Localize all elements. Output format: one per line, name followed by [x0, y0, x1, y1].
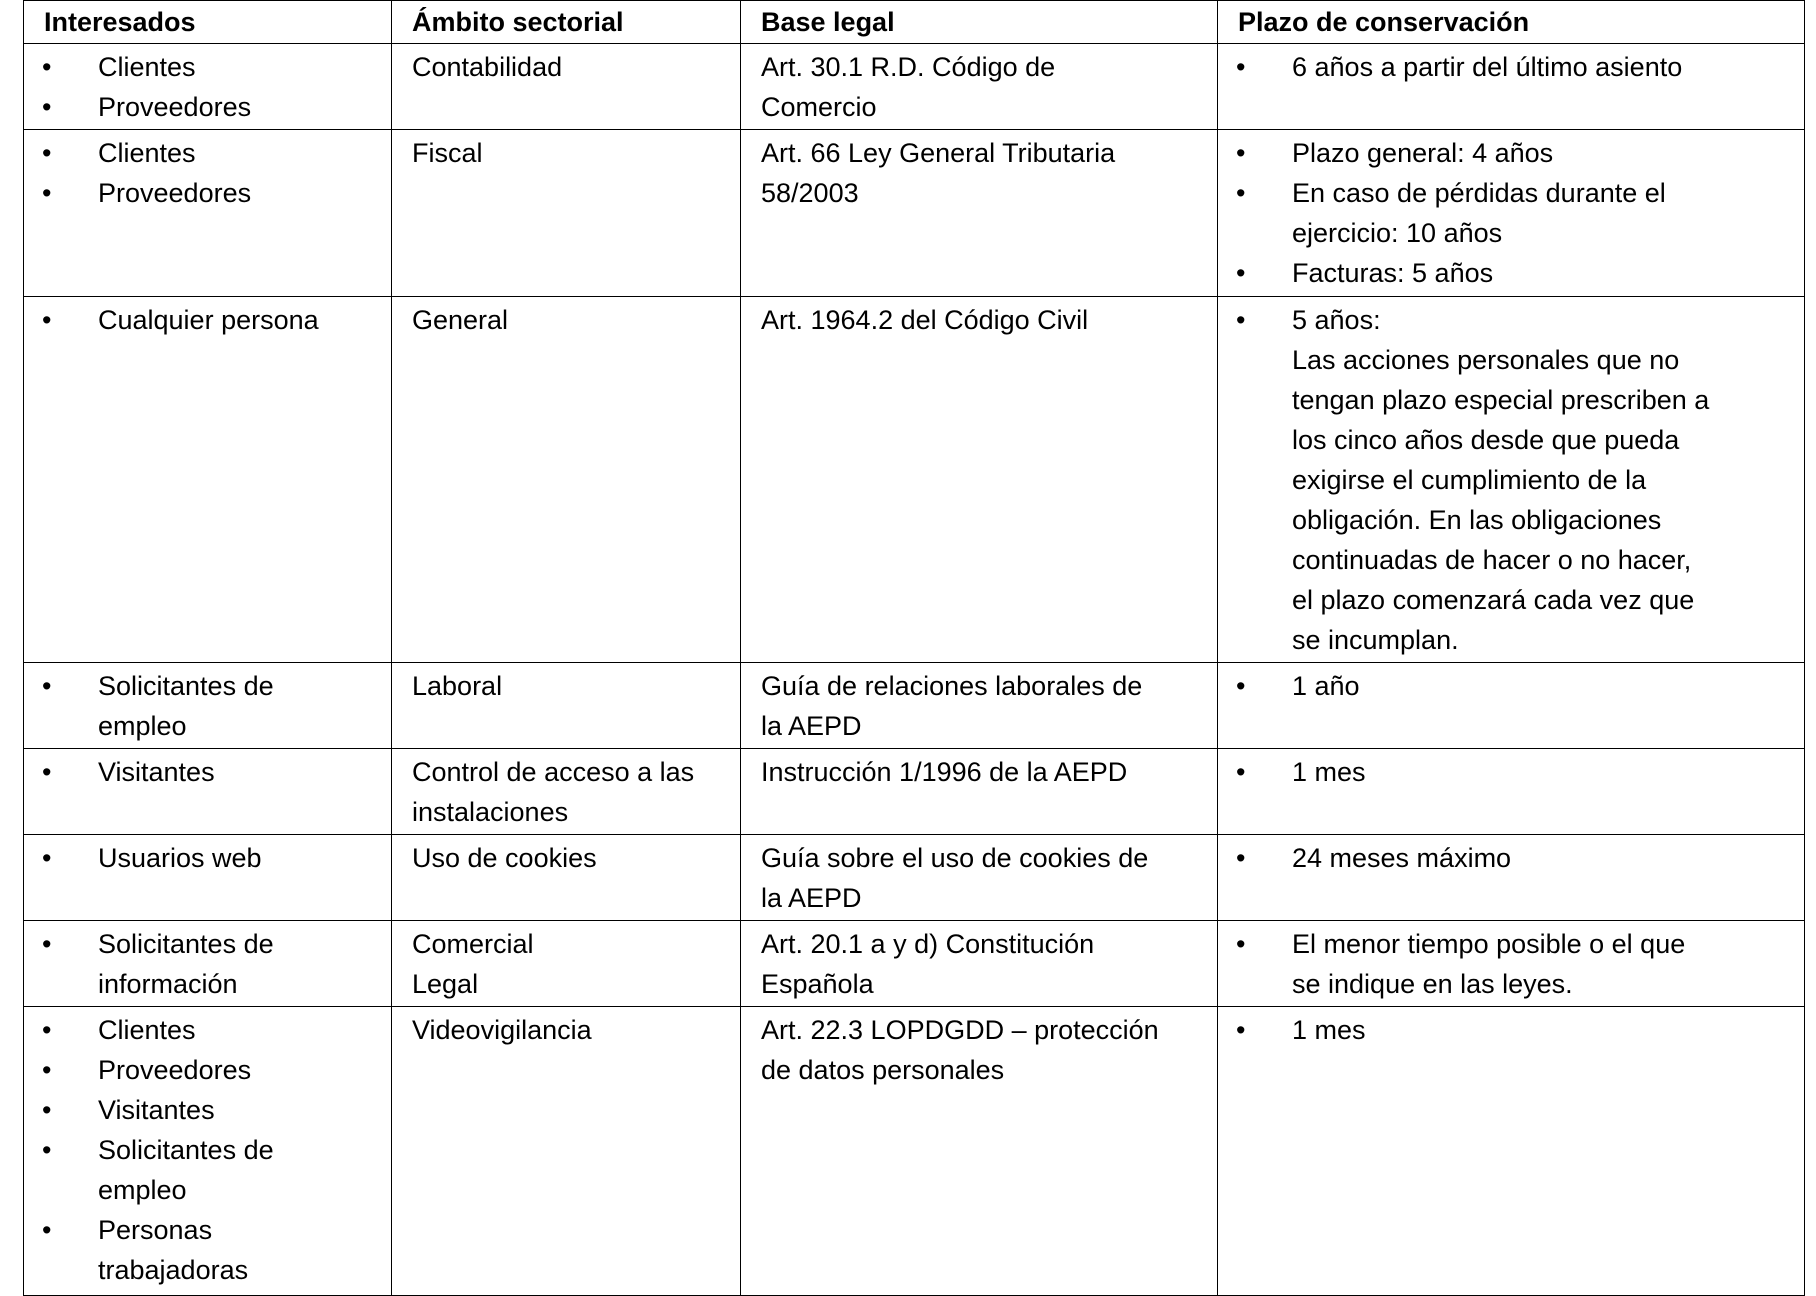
cell-plazo-conservacion: [1218, 749, 1805, 835]
header-plazo-conservacion: Plazo de conservación: [1218, 1, 1805, 44]
cell-base-legal: Instrucción 1/1996 de la AEPD: [741, 749, 1218, 835]
cell-ambito-sectorial: Laboral: [392, 663, 741, 749]
interesado-item: • Proveedores: [44, 1050, 377, 1090]
interesado-item: • Solicitantes de información: [44, 924, 377, 1004]
interesado-item: • Clientes: [44, 47, 377, 87]
plazo-item: • En caso de pérdidas durante el ejercicio: 10 años: [1238, 173, 1790, 253]
cell-plazo-conservacion: [1218, 663, 1805, 749]
cell-base-legal: Guía de relaciones laborales de la AEPD: [741, 663, 1218, 749]
table-row: [24, 130, 1805, 297]
cell-ambito-sectorial: General: [392, 297, 741, 663]
interesado-item: • Clientes: [44, 133, 377, 173]
interesado-item: • Visitantes: [44, 1090, 377, 1130]
cell-base-legal: Art. 30.1 R.D. Código de Comercio: [741, 44, 1218, 130]
cell-ambito-sectorial: Comercial Legal: [392, 921, 741, 1007]
cell-ambito-sectorial: Fiscal: [392, 130, 741, 297]
table-row: [24, 44, 1805, 130]
plazo-list: [1238, 300, 1790, 660]
plazo-list: [1238, 666, 1790, 706]
cell-interesados: [24, 130, 392, 297]
header-ambito-sectorial: Ámbito sectorial: [392, 1, 741, 44]
cell-interesados: [24, 44, 392, 130]
table-row: [24, 749, 1805, 835]
cell-base-legal: Art. 20.1 a y d) Constitución Española: [741, 921, 1218, 1007]
interesado-item: • Solicitantes de empleo: [44, 1130, 377, 1210]
plazo-list: [1238, 1010, 1790, 1050]
table-row: [24, 663, 1805, 749]
interesados-list: [44, 666, 377, 746]
plazo-item: • Facturas: 5 años: [1238, 253, 1790, 293]
plazo-list: [1238, 752, 1790, 792]
header-row: [24, 1, 1805, 44]
interesado-item: • Proveedores: [44, 87, 377, 127]
interesado-item: • Visitantes: [44, 752, 377, 792]
plazo-item: • 1 año: [1238, 666, 1790, 706]
cell-ambito-sectorial: Control de acceso a las instalaciones: [392, 749, 741, 835]
cell-interesados: [24, 921, 392, 1007]
cell-ambito-sectorial: Uso de cookies: [392, 835, 741, 921]
interesado-item: • Usuarios web: [44, 838, 377, 878]
cell-plazo-conservacion: [1218, 297, 1805, 663]
cell-interesados: [24, 297, 392, 663]
cell-plazo-conservacion: [1218, 130, 1805, 297]
cell-plazo-conservacion: [1218, 921, 1805, 1007]
interesado-item: • Proveedores: [44, 173, 377, 213]
cell-interesados: [24, 749, 392, 835]
table-row: [24, 297, 1805, 663]
interesados-list: [44, 924, 377, 1004]
cell-base-legal: Art. 66 Ley General Tributaria 58/2003: [741, 130, 1218, 297]
interesados-list: [44, 752, 377, 792]
plazo-list: [1238, 133, 1790, 293]
cell-base-legal: Guía sobre el uso de cookies de la AEPD: [741, 835, 1218, 921]
plazo-list: [1238, 838, 1790, 878]
interesados-list: [44, 300, 377, 340]
cell-base-legal: Art. 1964.2 del Código Civil: [741, 297, 1218, 663]
cell-ambito-sectorial: Videovigilancia: [392, 1007, 741, 1296]
header-base-legal: Base legal: [741, 1, 1218, 44]
plazo-item: • Plazo general: 4 años: [1238, 133, 1790, 173]
interesados-list: [44, 838, 377, 878]
interesados-list: [44, 47, 377, 127]
plazo-item: • 1 mes: [1238, 752, 1790, 792]
cell-interesados: [24, 1007, 392, 1296]
retention-table: [23, 0, 1805, 1296]
cell-base-legal: Art. 22.3 LOPDGDD – protección de datos personales: [741, 1007, 1218, 1296]
cell-plazo-conservacion: [1218, 835, 1805, 921]
table-row: [24, 921, 1805, 1007]
cell-interesados: [24, 663, 392, 749]
cell-plazo-conservacion: [1218, 1007, 1805, 1296]
cell-interesados: [24, 835, 392, 921]
interesados-list: [44, 1010, 377, 1290]
table-body: [24, 44, 1805, 1296]
plazo-list: [1238, 47, 1790, 87]
table-row: [24, 835, 1805, 921]
plazo-item: • El menor tiempo posible o el que se indique en las leyes.: [1238, 924, 1790, 1004]
table-row: [24, 1007, 1805, 1296]
plazo-item: • 24 meses máximo: [1238, 838, 1790, 878]
interesado-item: • Clientes: [44, 1010, 377, 1050]
header-interesados: Interesados: [24, 1, 392, 44]
cell-ambito-sectorial: Contabilidad: [392, 44, 741, 130]
interesado-item: • Personas trabajadoras: [44, 1210, 377, 1290]
interesado-item: • Cualquier persona: [44, 300, 377, 340]
plazo-item: • 5 años: Las acciones personales que no tengan plazo especial prescriben a los cinco años desde que pueda exigirse el cumplimiento de la obligación. En las obligaciones continuadas de hacer o no hacer, el plazo comenzará cada vez que se incumplan.: [1238, 300, 1790, 660]
interesados-list: [44, 133, 377, 213]
plazo-list: [1238, 924, 1790, 1004]
plazo-item: • 6 años a partir del último asiento: [1238, 47, 1790, 87]
interesado-item: • Solicitantes de empleo: [44, 666, 377, 746]
plazo-item: • 1 mes: [1238, 1010, 1790, 1050]
cell-plazo-conservacion: [1218, 44, 1805, 130]
